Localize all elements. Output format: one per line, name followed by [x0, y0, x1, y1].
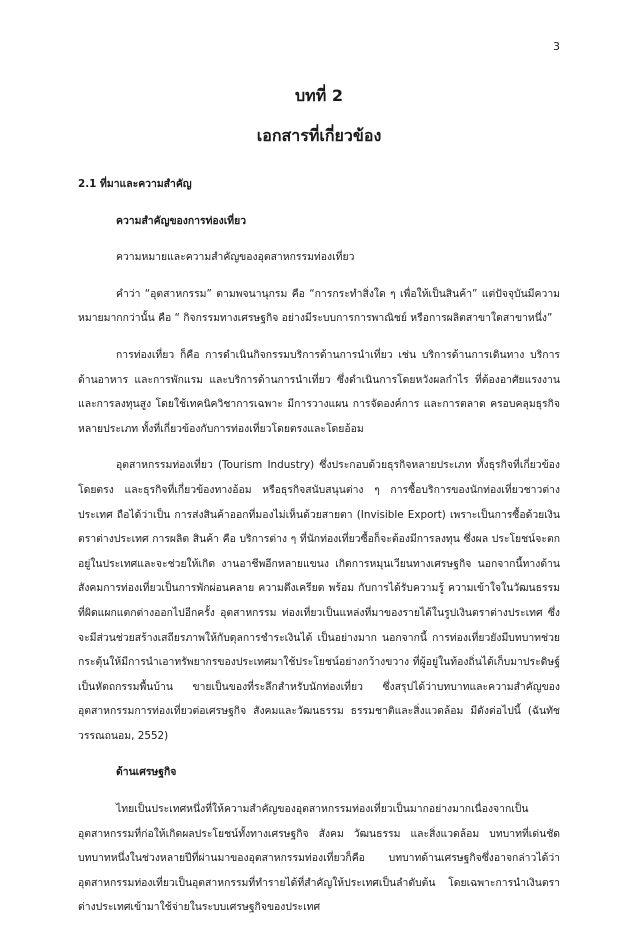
paragraph-tourism-industry: อุตสาหกรรมท่องเที่ยว (Tourism Industry) ซึ่งประกอบด้วยธุรกิจหลายประเภท ทั้งธุรกิจที่เกี่ยวข้องโดยตรง และธุรกิจที่เกี่ยวข้องทางอ้อม หรือธุรกิจสนับสนุนต่าง ๆ การซื้อบริการของนักท่องเที่ยวชาวต่างประเทศ ถือได้ว่าเป็น การส่งสินค้าออกที่มองไม่เห็นด้วยสายตา (Invisible Export) เพราะเป็นการซื้อด้วยเงินตราต่างประเทศ การผลิต สินค้า คือ บริการต่าง ๆ ที่นักท่องเที่ยวซื้อก็จะต้องมีการลงทุน ซึ่งผล ประโยชน์จะตกอยู่ในประเทศและจะช่วยให้เกิด งานอาชีพอีกหลายแขนง เกิดการหมุนเวียนทางเศรษฐกิจ นอกจากนี้ทางด้านสังคมการท่องเที่ยวเป็นการพักผ่อนคลาย ความตึงเครียด พร้อม กับการได้รับความรู้ ความเข้าใจในวัฒนธรรมที่ผิดแผกแตกต่างออกไปอีกครั้ง อุตสาหกรรม ท่องเที่ยวเป็นแหล่งที่มาของรายได้ในรูปเงินตราต่างประเทศ ซึ่งจะมีส่วนช่วยสร้างเสถียรภาพให้กับดุลการชำระเงินได้ เป็นอย่างมาก นอกจากนี้ การท่องเที่ยวยังมีบทบาทช่วยกระตุ้นให้มีการนำเอาทรัพยากรของประเทศมาใช้ประโยชน์อย่างกว้างขวาง ที่ผู้อยู่ในท้องถิ่นได้เก็บมาประดิษฐ์เป็นหัตถกรรมพื้นบ้าน ขายเป็นของที่ระลึกสำหรับนักท่องเที่ยว ซึ่งสรุปได้ว่าบทบาทและความสำคัญของอุตสาหกรรมการท่องเที่ยวต่อเศรษฐกิจ สังคมและวัฒนธรรม ธรรมชาติและสิ่งแวดล้อม มีดังต่อไปนี้ (ฉันทัช วรรณถนอม, 2552)	[78, 459, 560, 742]
intro-line: ความหมายและความสำคัญของอุตสาหกรรมท่องเที่ยว	[116, 251, 355, 264]
economic-heading: ด้านเศรษฐกิจ	[116, 766, 177, 779]
paragraph-industry-definition: คำว่า “อุตสาหกรรม” ตามพจนานุกรม คือ “การกระทำสิ่งใด ๆ เพื่อให้เป็นสินค้า” แต่ปัจจุบันมีความหมายมากกว่านั้น คือ “ กิจกรรมทางเศรษฐกิจ อย่างมีระบบการการพาณิชย์ หรือการผลิตสาขาใดสาขาหนึ่ง”	[78, 287, 560, 325]
page-number: 3	[553, 40, 560, 53]
paragraph-economic: ไทยเป็นประเทศหนึ่งที่ให้ความสำคัญของอุตสาหกรรมท่องเที่ยวเป็นมากอย่างมากเนื่องจากเป็นอุตสาหกรรมที่ก่อให้เกิดผลประโยชน์ทั้งทางเศรษฐกิจ สังคม วัฒนธรรม และสิ่งแวดล้อม บทบาทที่เด่นชัดบทบาทหนึ่งในช่วงหลายปีที่ผ่านมาของอุตสาหกรรมท่องเที่ยวก็คือ บทบาทด้านเศรษฐกิจซึ่งอาจกล่าวได้ว่า อุตสาหกรรมท่องเที่ยวเป็นอุตสาหกรรมที่ทำรายได้ที่สำคัญให้ประเทศเป็นลำดับต้น โดยเฉพาะการนำเงินตราต่างประเทศเข้ามาใช้จ่ายในระบบเศรษฐกิจของประเทศ	[78, 803, 560, 914]
document-body	[78, 172, 560, 932]
chapter-label: บทที่ 2	[295, 86, 343, 105]
chapter-title: เอกสารที่เกี่ยวข้อง	[256, 126, 382, 145]
section-heading: 2.1 ที่มาและความสำคัญ	[78, 178, 192, 190]
paragraph-tourism-definition: การท่องเที่ยว ก็คือ การดำเนินกิจกรรมบริการด้านการนำเที่ยว เช่น บริการด้านการเดินทาง บริการด้านอาหาร และการพักแรม และบริการด้านการนำเที่ยว ซึ่งดำเนินการโดยหวังผลกำไร ที่ต้องอาศัยแรงงานและการลงทุนสูง โดยใช้เทคนิควิชาการเฉพาะ มีการวางแผน การจัดองค์การ และการตลาด ครอบคลุมธุรกิจหลายประเภท ทั้งที่เกี่ยวข้องกับการท่องเที่ยวโดยตรงและโดยอ้อม	[78, 348, 560, 435]
subsection-heading: ความสำคัญของการท่องเที่ยว	[116, 214, 247, 227]
